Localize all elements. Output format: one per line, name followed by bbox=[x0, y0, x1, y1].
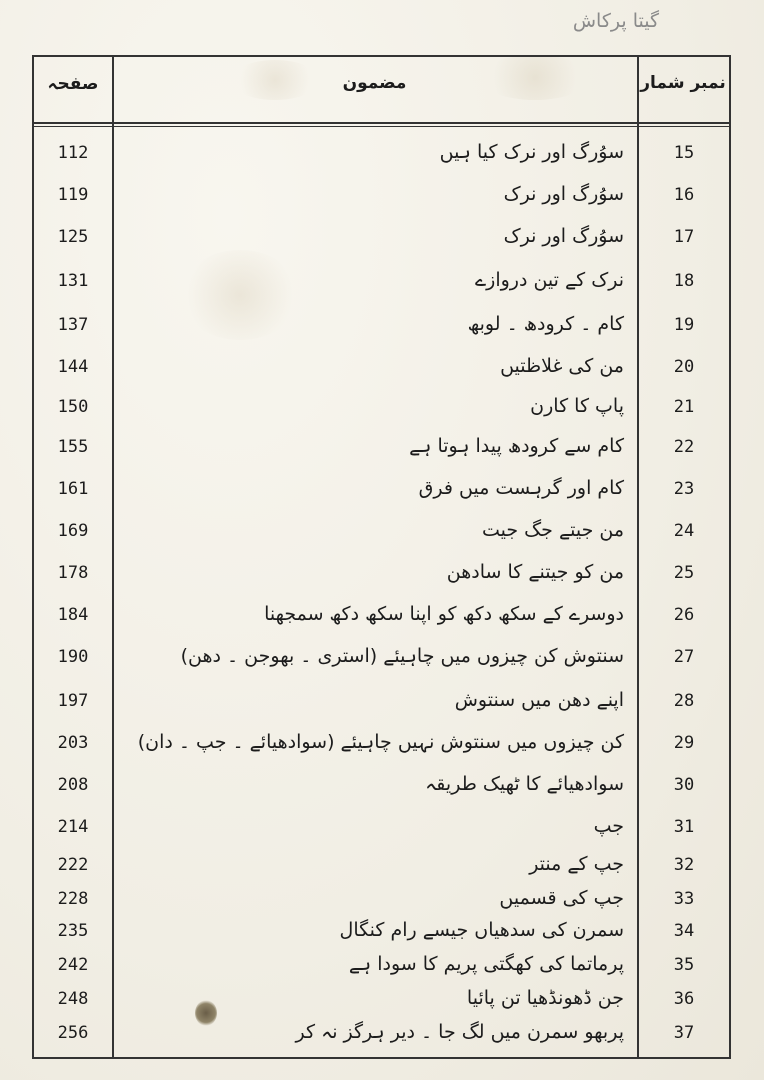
subject-text: پاپ کا کارن bbox=[530, 395, 624, 417]
ink-blot bbox=[195, 1000, 217, 1026]
column-header-page: صفحہ bbox=[47, 74, 99, 94]
subject-text: جپ کے منتر bbox=[529, 853, 624, 875]
subject-text: من کی غلاظتیں bbox=[500, 355, 624, 377]
subject-text: سوُرگ اور نرک کیا ہیں bbox=[439, 141, 624, 163]
page-number: 184 bbox=[57, 605, 89, 625]
page-number: 256 bbox=[57, 1023, 89, 1043]
serial-number: 22 bbox=[673, 437, 695, 457]
contents-table bbox=[32, 55, 731, 1059]
serial-number: 21 bbox=[673, 397, 695, 417]
table-row bbox=[34, 431, 729, 467]
subject-text: سوُرگ اور نرک bbox=[503, 183, 624, 205]
table-row bbox=[34, 983, 729, 1019]
table-row bbox=[34, 391, 729, 427]
serial-number: 26 bbox=[673, 605, 695, 625]
subject-text: جپ کی قسمیں bbox=[499, 887, 624, 909]
subject-text: سوادھیائے کا ٹھیک طریقہ bbox=[425, 773, 624, 795]
serial-number: 36 bbox=[673, 989, 695, 1009]
page-number: 248 bbox=[57, 989, 89, 1009]
page-number: 150 bbox=[57, 397, 89, 417]
page-number: 178 bbox=[57, 563, 89, 583]
subject-text: دوسرے کے سکھ دکھ کو اپنا سکھ دکھ سمجھنا bbox=[264, 603, 624, 625]
table-row bbox=[34, 915, 729, 951]
table-row bbox=[34, 811, 729, 847]
subject-text: کن چیزوں میں سنتوش نہیں چاہیئے (سوادھیائے ۔ جپ ۔ دان) bbox=[137, 731, 624, 753]
page-number: 155 bbox=[57, 437, 89, 457]
serial-number: 34 bbox=[673, 921, 695, 941]
page-number: 112 bbox=[57, 143, 89, 163]
page-number: 144 bbox=[57, 357, 89, 377]
serial-number: 31 bbox=[673, 817, 695, 837]
book-title: گیتا پرکاش bbox=[572, 10, 659, 32]
page-number: 125 bbox=[57, 227, 89, 247]
subject-text: پرماتما کی کھگتی پریم کا سودا ہے bbox=[348, 953, 624, 975]
page-number: 235 bbox=[57, 921, 89, 941]
subject-text: جپ bbox=[593, 815, 624, 837]
subject-text: کام اور گرہست میں فرق bbox=[418, 477, 624, 499]
subject-text: کام سے کرودھ پیدا ہوتا ہے bbox=[409, 435, 624, 457]
page-number: 169 bbox=[57, 521, 89, 541]
serial-number: 28 bbox=[673, 691, 695, 711]
table-row bbox=[34, 557, 729, 593]
table-row bbox=[34, 265, 729, 301]
serial-number: 23 bbox=[673, 479, 695, 499]
page-number: 208 bbox=[57, 775, 89, 795]
serial-number: 20 bbox=[673, 357, 695, 377]
page-number: 197 bbox=[57, 691, 89, 711]
page-number: 131 bbox=[57, 271, 89, 291]
column-header-subject: مضمون bbox=[342, 73, 407, 93]
table-row bbox=[34, 949, 729, 985]
table-row bbox=[34, 137, 729, 173]
serial-number: 30 bbox=[673, 775, 695, 795]
page-number: 190 bbox=[57, 647, 89, 667]
header-divider bbox=[34, 126, 729, 127]
serial-number: 25 bbox=[673, 563, 695, 583]
table-row bbox=[34, 221, 729, 257]
serial-number: 18 bbox=[673, 271, 695, 291]
subject-text: کام ۔ کرودھ ۔ لوبھ bbox=[467, 313, 624, 335]
serial-number: 35 bbox=[673, 955, 695, 975]
page-number: 137 bbox=[57, 315, 89, 335]
page-number: 228 bbox=[57, 889, 89, 909]
subject-text: اپنے دھن میں سنتوش bbox=[454, 689, 624, 711]
subject-text: جن ڈھونڈھیا تن پائیا bbox=[466, 987, 624, 1009]
table-row bbox=[34, 515, 729, 551]
table-row bbox=[34, 769, 729, 805]
table-row bbox=[34, 849, 729, 885]
table-row bbox=[34, 179, 729, 215]
serial-number: 15 bbox=[673, 143, 695, 163]
serial-number: 17 bbox=[673, 227, 695, 247]
table-row bbox=[34, 351, 729, 387]
serial-number: 37 bbox=[673, 1023, 695, 1043]
table-row bbox=[34, 727, 729, 763]
table-row bbox=[34, 473, 729, 509]
page-number: 119 bbox=[57, 185, 89, 205]
serial-number: 33 bbox=[673, 889, 695, 909]
table-row bbox=[34, 685, 729, 721]
serial-number: 32 bbox=[673, 855, 695, 875]
page-number: 214 bbox=[57, 817, 89, 837]
subject-text: سمرن کی سدھیاں جیسے رام کنگال bbox=[339, 919, 624, 941]
serial-number: 19 bbox=[673, 315, 695, 335]
serial-number: 29 bbox=[673, 733, 695, 753]
table-row bbox=[34, 883, 729, 919]
serial-number: 16 bbox=[673, 185, 695, 205]
subject-text: سوُرگ اور نرک bbox=[503, 225, 624, 247]
table-row bbox=[34, 309, 729, 345]
subject-text: سنتوش کن چیزوں میں چاہیئے (استری ۔ بھوجن ۔ دھن) bbox=[180, 645, 624, 667]
column-header-serial: نمبر شمار bbox=[640, 73, 726, 93]
page-number: 222 bbox=[57, 855, 89, 875]
table-row bbox=[34, 1017, 729, 1053]
serial-number: 27 bbox=[673, 647, 695, 667]
page-number: 242 bbox=[57, 955, 89, 975]
subject-text: نرک کے تین دروازے bbox=[475, 269, 624, 291]
table-row bbox=[34, 599, 729, 635]
table-row bbox=[34, 641, 729, 677]
page-number: 203 bbox=[57, 733, 89, 753]
subject-text: من جیتے جگ جیت bbox=[482, 519, 624, 541]
header-divider bbox=[34, 122, 729, 124]
subject-text: من کو جیتنے کا سادھن bbox=[446, 561, 624, 583]
serial-number: 24 bbox=[673, 521, 695, 541]
subject-text: پربھو سمرن میں لگ جا ۔ دیر ہرگز نہ کر bbox=[295, 1021, 624, 1043]
page-number: 161 bbox=[57, 479, 89, 499]
